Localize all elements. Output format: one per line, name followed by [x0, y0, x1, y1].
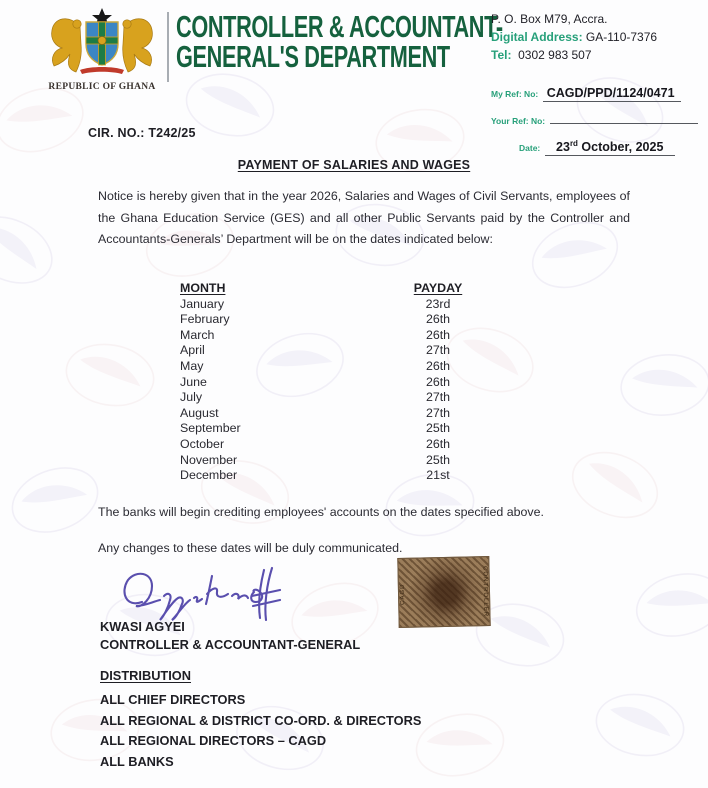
document-title: PAYMENT OF SALARIES AND WAGES: [237, 158, 471, 172]
table-row: February 26th: [180, 312, 451, 327]
republic-of-ghana-label: REPUBLIC OF GHANA: [48, 82, 156, 92]
stamp-right-text: CONTROLLER: [481, 566, 489, 618]
coat-of-arms-block: [40, 6, 164, 92]
signatory-name: KWASI AGYEI: [100, 619, 185, 634]
signatory-title: CONTROLLER & ACCOUNTANT-GENERAL: [100, 637, 361, 652]
banks-note: The banks will begin crediting employees' accounts on the dates specified above.: [98, 505, 544, 519]
po-box-address: P. O. Box M79, Accra.: [491, 12, 608, 26]
table-row: June 26th: [180, 374, 451, 389]
table-row: March 26th: [180, 327, 451, 342]
table-header-row: [180, 281, 470, 297]
distribution-heading: DISTRIBUTION: [100, 668, 191, 683]
table-row: November 25th: [180, 452, 451, 467]
letterhead-divider: [167, 12, 169, 82]
my-ref-label: My Ref: No:: [491, 89, 539, 99]
distribution-list: [100, 690, 421, 772]
table-row: August 27th: [180, 405, 451, 420]
distribution-item: ALL REGIONAL DIRECTORS – CAGD: [100, 733, 327, 748]
month-column-header: MONTH: [180, 281, 226, 295]
my-ref-line: [491, 84, 705, 102]
reference-block: [491, 84, 705, 165]
distribution-item: ALL REGIONAL & DISTRICT CO-ORD. & DIRECTORS: [100, 712, 422, 728]
handwritten-signature-icon: [112, 562, 282, 624]
distribution-item: ALL BANKS: [100, 753, 174, 769]
payday-schedule-table: [180, 281, 470, 484]
table-row: October 26th: [180, 436, 451, 451]
ghana-coat-of-arms-icon: [46, 6, 158, 76]
org-name-line2: GENERAL'S DEPARTMENT: [176, 39, 450, 75]
document-title-row: [0, 156, 708, 174]
your-ref-line: [491, 111, 705, 129]
table-row: January 23rd: [180, 296, 451, 311]
digital-address-label: Digital Address:: [491, 30, 583, 44]
your-ref-label: Your Ref: No:: [491, 116, 546, 126]
your-ref-blank: [550, 113, 698, 124]
table-row: September 25th: [180, 421, 451, 436]
tel-value: 0302 983 507: [518, 48, 592, 62]
official-stamp: [397, 556, 490, 628]
table-row: May 26th: [180, 358, 451, 373]
table-row: April 27th: [180, 343, 451, 358]
date-label: Date:: [519, 143, 541, 153]
stamp-left-text: CAGD: [399, 583, 407, 605]
contact-block: [491, 10, 703, 64]
tel-label: Tel:: [491, 48, 512, 62]
intro-paragraph: Notice is hereby given that in the year 2026, Salaries and Wages of Civil Servants, employees of the Ghana Education Service (GES) and all other Public Servants paid by the Controller and Accountants-Generals’ Department will be on the dates indicated below:: [98, 189, 630, 247]
date-line: [519, 138, 705, 156]
telephone-line: [491, 46, 703, 64]
digital-address-line: [491, 28, 703, 46]
table-row: July 27th: [180, 390, 451, 405]
payday-column-header: PAYDAY: [413, 281, 463, 295]
my-ref-value: CAGD/PPD/1124/0471: [543, 86, 681, 102]
changes-note: Any changes to these dates will be duly communicated.: [98, 541, 403, 555]
distribution-item: ALL CHIEF DIRECTORS: [100, 692, 246, 707]
circular-number: CIR. NO.: T242/25: [88, 126, 196, 140]
table-row: December 21st: [180, 468, 450, 483]
date-value: 23rd October, 2025: [545, 139, 675, 156]
digital-address-value: GA-110-7376: [585, 30, 658, 44]
org-name-line1: CONTROLLER & ACCOUNTANT-: [176, 9, 503, 44]
